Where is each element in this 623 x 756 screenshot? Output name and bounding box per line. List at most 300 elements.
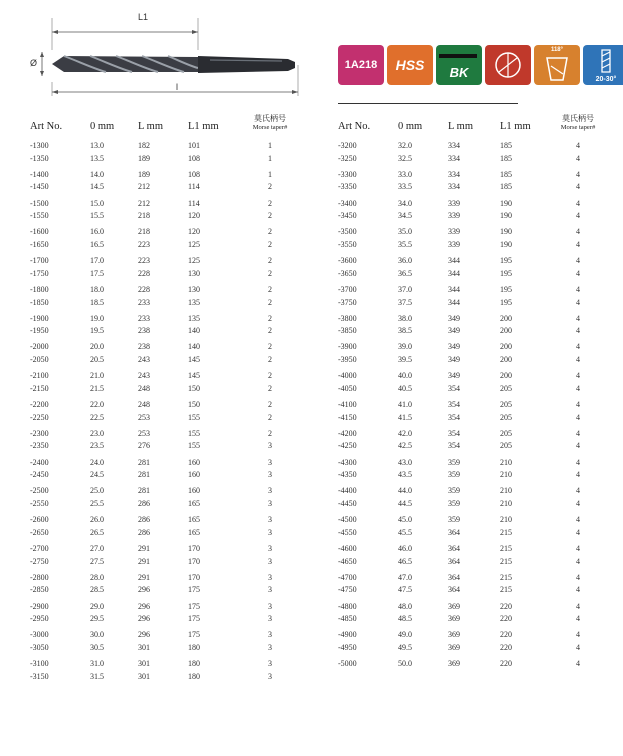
art-no-cell: -2950: [30, 614, 49, 624]
dimension-l1-label: L1: [138, 12, 149, 22]
length-cell: 291: [138, 543, 150, 553]
art-no-cell: -2050: [30, 355, 49, 365]
art-no-cell: -4450: [338, 498, 357, 508]
flute-length-cell: 190: [500, 239, 512, 249]
length-cell: 243: [138, 371, 150, 381]
length-cell: 334: [448, 182, 460, 192]
table-row: [338, 325, 610, 338]
diameter-cell: 29.0: [90, 601, 104, 611]
length-cell: 359: [448, 457, 460, 467]
art-no-cell: -4600: [338, 543, 357, 553]
length-cell: 359: [448, 515, 460, 525]
standard-1a218-icon: 1A218: [338, 45, 384, 85]
flute-length-cell: 200: [500, 371, 512, 381]
length-cell: 349: [448, 342, 460, 352]
flute-length-cell: 210: [500, 498, 512, 508]
flute-length-cell: 114: [188, 182, 200, 192]
art-no-cell: -2800: [30, 572, 49, 582]
table-row: [338, 140, 610, 153]
art-no-cell: -2150: [30, 383, 49, 393]
col-header-length: L mm: [448, 121, 473, 132]
length-cell: 344: [448, 297, 460, 307]
art-no-cell: -3200: [338, 141, 357, 150]
diameter-cell: 35.0: [398, 227, 412, 237]
table-row: [338, 658, 610, 671]
diameter-cell: 37.5: [398, 297, 412, 307]
length-cell: 253: [138, 412, 150, 422]
diameter-cell: 39.0: [398, 342, 412, 352]
art-no-cell: -2500: [30, 486, 49, 496]
table-row: [338, 527, 610, 540]
flute-length-cell: 120: [188, 227, 200, 237]
diameter-cell: 25.0: [90, 486, 104, 496]
art-no-cell: -4850: [338, 614, 357, 624]
length-cell: 276: [138, 441, 150, 451]
art-no-cell: -3550: [338, 239, 357, 249]
diameter-cell: 32.0: [398, 141, 412, 150]
flute-length-cell: 155: [188, 412, 200, 422]
diameter-cell: 19.5: [90, 326, 104, 336]
diameter-cell: 21.0: [90, 371, 104, 381]
art-no-cell: -2750: [30, 556, 49, 566]
morse-taper-cell: 2: [268, 400, 272, 410]
length-cell: 354: [448, 428, 460, 438]
morse-taper-cell: 2: [268, 284, 272, 294]
length-cell: 369: [448, 614, 460, 624]
art-no-cell: -3150: [30, 671, 49, 681]
art-no-cell: -3750: [338, 297, 357, 307]
length-cell: 354: [448, 400, 460, 410]
diameter-cell: 27.0: [90, 543, 104, 553]
art-no-cell: -2300: [30, 428, 49, 438]
flute-length-cell: 220: [500, 601, 512, 611]
morse-taper-cell: 2: [268, 256, 272, 266]
art-no-cell: -5000: [338, 659, 357, 669]
col-header-length: L mm: [138, 121, 163, 132]
diameter-cell: 49.0: [398, 630, 412, 640]
morse-taper-cell: 4: [576, 239, 580, 249]
length-cell: 228: [138, 284, 150, 294]
table-row: [338, 341, 610, 354]
drill-diagram: [20, 10, 310, 100]
table-row: [30, 658, 315, 671]
diameter-cell: 38.5: [398, 326, 412, 336]
length-cell: 296: [138, 614, 150, 624]
flute-length-cell: 145: [188, 371, 200, 381]
diameter-cell: 25.5: [90, 498, 104, 508]
flute-length-cell: 155: [188, 428, 200, 438]
length-cell: 228: [138, 268, 150, 278]
length-cell: 212: [138, 182, 150, 192]
col-header-morse-taper: [250, 114, 290, 132]
morse-taper-cell: 4: [576, 470, 580, 480]
art-no-cell: -4500: [338, 515, 357, 525]
diameter-cell: 38.0: [398, 313, 412, 323]
art-no-cell: -3500: [338, 227, 357, 237]
table-row: [30, 556, 315, 569]
flute-length-cell: 125: [188, 239, 200, 249]
length-cell: 344: [448, 268, 460, 278]
diameter-cell: 22.5: [90, 412, 104, 422]
length-cell: 364: [448, 572, 460, 582]
morse-taper-cell: 2: [268, 371, 272, 381]
length-cell: 349: [448, 371, 460, 381]
morse-taper-cell: 3: [268, 515, 272, 525]
length-cell: 339: [448, 239, 460, 249]
morse-taper-cell: 4: [576, 342, 580, 352]
art-no-cell: -1450: [30, 182, 49, 192]
length-cell: 286: [138, 527, 150, 537]
art-no-cell: -4950: [338, 642, 357, 652]
flute-length-cell: 205: [500, 428, 512, 438]
table-row: [338, 514, 610, 527]
diameter-cell: 17.0: [90, 256, 104, 266]
art-no-cell: -1550: [30, 211, 49, 221]
flute-length-cell: 165: [188, 515, 200, 525]
table-row: [30, 469, 315, 482]
col-header-morse-taper: [558, 114, 598, 132]
diameter-cell: 27.5: [90, 556, 104, 566]
table-row: [30, 412, 315, 425]
diameter-cell: 26.5: [90, 527, 104, 537]
col-header-flute-length: L1 mm: [500, 121, 531, 132]
table-row: [30, 325, 315, 338]
art-no-cell: -2900: [30, 601, 49, 611]
art-no-cell: -3950: [338, 355, 357, 365]
art-no-cell: -2400: [30, 457, 49, 467]
length-cell: 233: [138, 297, 150, 307]
art-no-cell: -3250: [338, 153, 357, 163]
flute-length-cell: 195: [500, 256, 512, 266]
morse-taper-cell: 4: [576, 585, 580, 595]
length-cell: 238: [138, 342, 150, 352]
diameter-cell: 45.5: [398, 527, 412, 537]
morse-taper-cell: 4: [576, 659, 580, 669]
morse-taper-cell: 3: [268, 527, 272, 537]
diameter-cell: 46.0: [398, 543, 412, 553]
table-row: [338, 440, 610, 453]
morse-taper-cell: 3: [268, 614, 272, 624]
morse-taper-cell: 3: [268, 572, 272, 582]
diameter-cell: 21.5: [90, 383, 104, 393]
diameter-cell: 13.0: [90, 141, 104, 150]
flute-length-cell: 170: [188, 556, 200, 566]
diameter-cell: 39.5: [398, 355, 412, 365]
diameter-cell: 13.5: [90, 153, 104, 163]
diameter-cell: 45.0: [398, 515, 412, 525]
flute-length-cell: 190: [500, 211, 512, 221]
length-cell: 291: [138, 556, 150, 566]
morse-taper-cell: 4: [576, 642, 580, 652]
length-cell: 281: [138, 486, 150, 496]
flute-length-cell: 165: [188, 498, 200, 508]
flute-length-cell: 120: [188, 211, 200, 221]
flute-length-cell: 170: [188, 543, 200, 553]
flute-length-cell: 175: [188, 601, 200, 611]
flute-length-cell: 205: [500, 412, 512, 422]
morse-taper-cell: 3: [268, 601, 272, 611]
table-row: [338, 613, 610, 626]
length-cell: 334: [448, 153, 460, 163]
table-row: [338, 255, 610, 268]
spec-table-left: [30, 112, 315, 683]
length-cell: 349: [448, 355, 460, 365]
diameter-cell: 32.5: [398, 153, 412, 163]
art-no-cell: -2250: [30, 412, 49, 422]
morse-taper-cell: 3: [268, 486, 272, 496]
morse-taper-cell: 4: [576, 297, 580, 307]
morse-header-en: Morse taper#: [560, 124, 596, 131]
flute-length-cell: 160: [188, 457, 200, 467]
diameter-cell: 50.0: [398, 659, 412, 669]
flute-length-cell: 175: [188, 614, 200, 624]
col-header-diameter: 0 mm: [398, 121, 423, 132]
diameter-cell: 34.5: [398, 211, 412, 221]
art-no-cell: -4350: [338, 470, 357, 480]
morse-taper-cell: 3: [268, 470, 272, 480]
table-row: [30, 169, 315, 182]
diameter-cell: 20.5: [90, 355, 104, 365]
art-no-cell: -4750: [338, 585, 357, 595]
art-no-cell: -2100: [30, 371, 49, 381]
drill-bit-mini-icon: [439, 49, 479, 63]
table-row: [30, 629, 315, 642]
diameter-cell: 16.0: [90, 227, 104, 237]
table-row: [30, 354, 315, 367]
table-row: [30, 255, 315, 268]
morse-taper-cell: 3: [268, 556, 272, 566]
art-no-cell: -4700: [338, 572, 357, 582]
diameter-cell: 40.0: [398, 371, 412, 381]
art-no-cell: -3400: [338, 198, 357, 208]
diameter-cell: 48.5: [398, 614, 412, 624]
table-row: [338, 284, 610, 297]
length-cell: 182: [138, 141, 150, 150]
morse-taper-cell: 4: [576, 515, 580, 525]
diameter-cell: 28.5: [90, 585, 104, 595]
table-row: [338, 457, 610, 470]
diameter-cell: 23.0: [90, 428, 104, 438]
diameter-cell: 47.0: [398, 572, 412, 582]
length-cell: 354: [448, 441, 460, 451]
diameter-cell: 30.5: [90, 642, 104, 652]
length-cell: 301: [138, 671, 150, 681]
flute-length-cell: 145: [188, 355, 200, 365]
length-cell: 218: [138, 227, 150, 237]
length-cell: 369: [448, 601, 460, 611]
length-cell: 344: [448, 284, 460, 294]
diameter-cell: 14.0: [90, 169, 104, 179]
morse-taper-cell: 2: [268, 268, 272, 278]
morse-header-cn: 莫氏柄号: [562, 114, 594, 123]
art-no-cell: -3350: [338, 182, 357, 192]
art-no-cell: -3650: [338, 268, 357, 278]
length-cell: 349: [448, 326, 460, 336]
morse-taper-cell: 4: [576, 169, 580, 179]
length-cell: 296: [138, 601, 150, 611]
morse-taper-cell: 4: [576, 441, 580, 451]
flute-length-cell: 205: [500, 441, 512, 451]
table-row: [30, 370, 315, 383]
length-cell: 189: [138, 153, 150, 163]
shank-profile-icon: [539, 48, 575, 82]
morse-header-en: Morse taper#: [252, 124, 288, 131]
table-row: [338, 584, 610, 597]
length-cell: 238: [138, 326, 150, 336]
diameter-cell: 18.5: [90, 297, 104, 307]
table-row: [30, 210, 315, 223]
diameter-cell: 19.0: [90, 313, 104, 323]
flute-length-cell: 150: [188, 383, 200, 393]
diameter-cell: 23.5: [90, 441, 104, 451]
helix-angle-icon: 20-30°: [583, 45, 623, 85]
art-no-cell: -4400: [338, 486, 357, 496]
flute-length-cell: 155: [188, 441, 200, 451]
length-cell: 296: [138, 585, 150, 595]
table-row: [338, 354, 610, 367]
morse-taper-cell: 3: [268, 543, 272, 553]
art-no-cell: -2350: [30, 441, 49, 451]
art-no-cell: -2850: [30, 585, 49, 595]
flute-length-cell: 210: [500, 470, 512, 480]
length-cell: 301: [138, 659, 150, 669]
table-row: [30, 198, 315, 211]
taper-shank-icon: 118°: [534, 45, 580, 85]
length-cell: 354: [448, 383, 460, 393]
diameter-cell: 20.0: [90, 342, 104, 352]
table-row: [338, 268, 610, 281]
feature-icon-row: [338, 45, 623, 85]
art-no-cell: -4000: [338, 371, 357, 381]
morse-taper-cell: 4: [576, 313, 580, 323]
diameter-cell: 44.5: [398, 498, 412, 508]
diameter-cell: 30.0: [90, 630, 104, 640]
art-no-cell: -3450: [338, 211, 357, 221]
diameter-cell: 15.5: [90, 211, 104, 221]
table-row: [338, 297, 610, 310]
morse-header-cn: 莫氏柄号: [254, 114, 286, 123]
table-row: [30, 297, 315, 310]
table-row: [30, 642, 315, 655]
table-row: [30, 226, 315, 239]
art-no-cell: -1950: [30, 326, 49, 336]
morse-taper-cell: 4: [576, 355, 580, 365]
table-row: [30, 572, 315, 585]
morse-taper-cell: 4: [576, 556, 580, 566]
morse-taper-cell: 2: [268, 355, 272, 365]
flute-length-cell: 215: [500, 527, 512, 537]
length-cell: 364: [448, 527, 460, 537]
art-no-cell: -4800: [338, 601, 357, 611]
morse-taper-cell: 4: [576, 326, 580, 336]
point-angle-icon: [485, 45, 531, 85]
morse-taper-cell: 3: [268, 642, 272, 652]
morse-taper-cell: 2: [268, 326, 272, 336]
col-header-flute-length: L1 mm: [188, 121, 219, 132]
length-cell: 359: [448, 486, 460, 496]
flute-length-cell: 220: [500, 642, 512, 652]
table-row: [30, 181, 315, 194]
flute-length-cell: 220: [500, 659, 512, 669]
art-no-cell: -1750: [30, 268, 49, 278]
art-no-cell: -1700: [30, 256, 49, 266]
art-no-cell: -1900: [30, 313, 49, 323]
diameter-cell: 43.5: [398, 470, 412, 480]
art-no-cell: -4150: [338, 412, 357, 422]
diameter-cell: 28.0: [90, 572, 104, 582]
morse-taper-cell: 4: [576, 572, 580, 582]
morse-taper-cell: 2: [268, 182, 272, 192]
morse-taper-cell: 4: [576, 527, 580, 537]
helix-flute-icon: [594, 48, 618, 74]
diameter-cell: 44.0: [398, 486, 412, 496]
table-row: [338, 642, 610, 655]
diameter-cell: 33.5: [398, 182, 412, 192]
morse-taper-cell: 4: [576, 198, 580, 208]
flute-length-cell: 135: [188, 313, 200, 323]
art-no-cell: -4250: [338, 441, 357, 451]
flute-length-cell: 195: [500, 268, 512, 278]
art-no-cell: -2600: [30, 515, 49, 525]
flute-length-cell: 200: [500, 313, 512, 323]
morse-taper-cell: 3: [268, 498, 272, 508]
flute-length-cell: 190: [500, 198, 512, 208]
black-oxide-coating-icon: BK: [436, 45, 482, 85]
art-no-cell: -3050: [30, 642, 49, 652]
art-no-cell: -4100: [338, 400, 357, 410]
flute-length-cell: 215: [500, 556, 512, 566]
flute-length-cell: 195: [500, 284, 512, 294]
table-row: [338, 629, 610, 642]
flute-length-cell: 160: [188, 486, 200, 496]
morse-taper-cell: 4: [576, 428, 580, 438]
morse-taper-cell: 3: [268, 630, 272, 640]
dimension-diameter-label: Ø: [30, 58, 38, 68]
table-body: [338, 140, 610, 671]
art-no-cell: -2200: [30, 400, 49, 410]
diameter-cell: 49.5: [398, 642, 412, 652]
art-no-cell: -4300: [338, 457, 357, 467]
flute-length-cell: 220: [500, 614, 512, 624]
diameter-cell: 37.0: [398, 284, 412, 294]
art-no-cell: -2700: [30, 543, 49, 553]
length-cell: 339: [448, 227, 460, 237]
flute-length-cell: 175: [188, 630, 200, 640]
table-row: [30, 671, 315, 684]
flute-length-cell: 108: [188, 153, 200, 163]
flute-length-cell: 175: [188, 585, 200, 595]
flute-length-cell: 190: [500, 227, 512, 237]
table-row: [338, 498, 610, 511]
col-header-diameter: 0 mm: [90, 121, 115, 132]
art-no-cell: -3300: [338, 169, 357, 179]
diameter-cell: 15.0: [90, 198, 104, 208]
art-no-cell: -1600: [30, 227, 49, 237]
morse-taper-cell: 2: [268, 342, 272, 352]
spec-table-right: [338, 112, 610, 671]
diameter-cell: 48.0: [398, 601, 412, 611]
length-cell: 364: [448, 556, 460, 566]
morse-taper-cell: 4: [576, 227, 580, 237]
art-no-cell: -2450: [30, 470, 49, 480]
art-no-cell: -3600: [338, 256, 357, 266]
table-row: [30, 268, 315, 281]
art-no-cell: -1300: [30, 141, 49, 150]
diameter-cell: 41.5: [398, 412, 412, 422]
length-cell: 212: [138, 198, 150, 208]
diameter-cell: 16.5: [90, 239, 104, 249]
table-row: [338, 226, 610, 239]
